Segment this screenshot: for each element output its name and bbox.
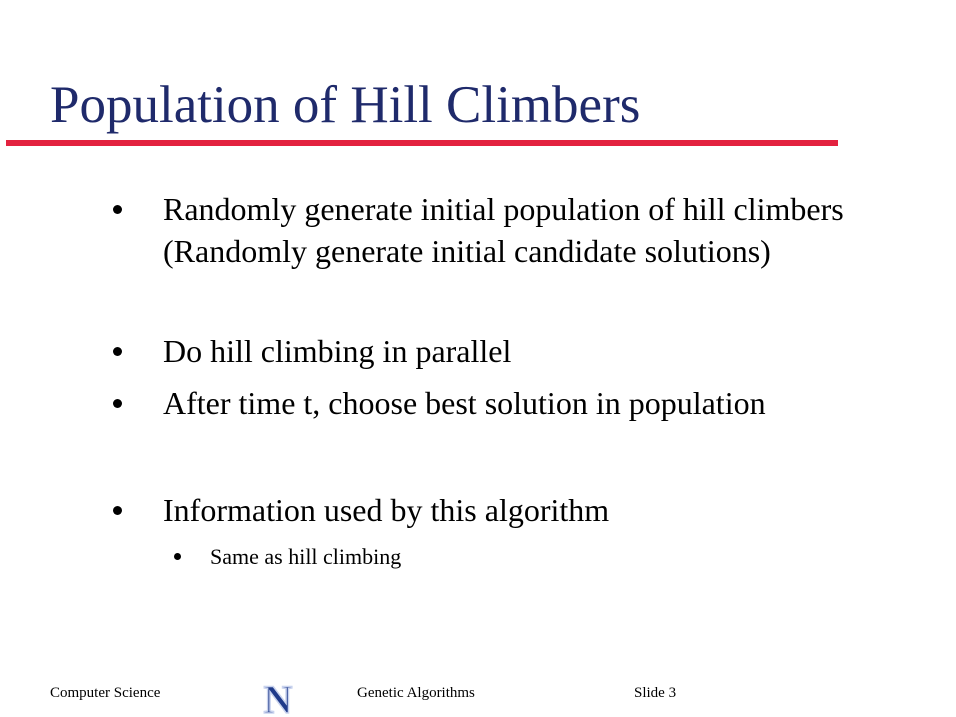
- slide-title: Population of Hill Climbers: [50, 76, 641, 134]
- bullet-text: Randomly generate initial population of hill climbers (Randomly generate initial candidate solutions): [163, 191, 844, 269]
- logo-letter: N: [263, 680, 293, 716]
- footer-slide-number: [634, 684, 676, 702]
- bullet-dot-icon: [113, 399, 122, 408]
- bullet-dot-icon: [113, 347, 122, 356]
- footer-course-title: Genetic Algorithms: [357, 685, 475, 701]
- bullet-text: Do hill climbing in parallel: [163, 333, 512, 369]
- bullet-text: Information used by this algorithm: [163, 492, 610, 528]
- sub-bullet-text: Same as hill climbing: [210, 544, 402, 569]
- sub-bullet-item: [210, 543, 401, 571]
- bullet-text: After time t, choose best solution in population: [163, 385, 766, 421]
- bullet-dot-icon: [113, 506, 122, 515]
- sub-bullet-dot-icon: [174, 553, 181, 560]
- bullet-item: [163, 489, 883, 531]
- footer-department: Computer Science: [50, 685, 161, 701]
- slide-label: Slide: [634, 685, 665, 701]
- bullet-item: [163, 382, 883, 424]
- title-underline-rule: [6, 140, 838, 146]
- slide-number: 3: [668, 685, 677, 701]
- bullet-item: [163, 330, 883, 372]
- nevada-n-logo-icon: [253, 680, 303, 716]
- bullet-item: [163, 188, 883, 272]
- bullet-dot-icon: [113, 205, 122, 214]
